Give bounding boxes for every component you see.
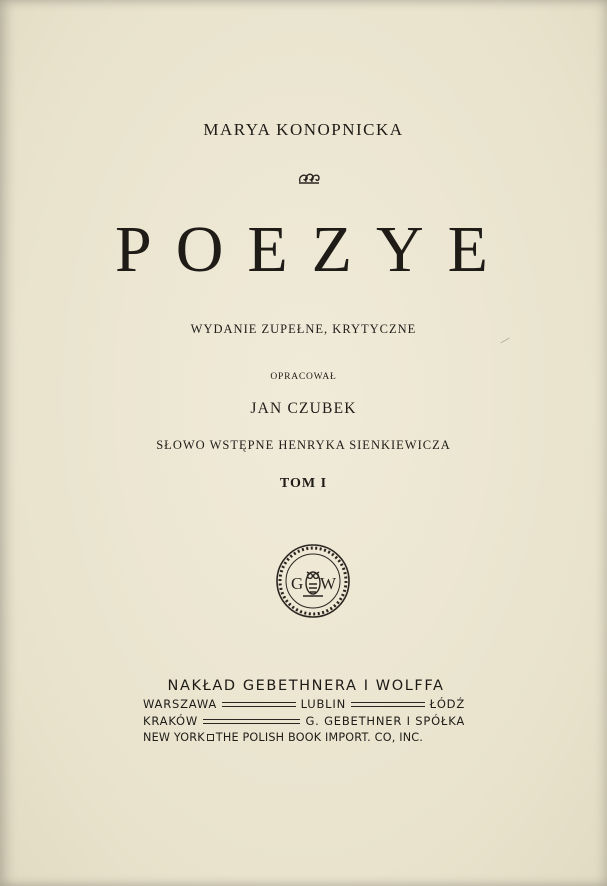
fleuron-icon <box>296 168 322 188</box>
prepared-by-label: OPRACOWAŁ <box>270 372 337 382</box>
paper-speck <box>500 338 509 344</box>
author-name: MARYA KONOPNICKA <box>203 120 404 139</box>
volume-label: TOM I <box>279 476 328 491</box>
publisher-new-york-branch: THE POLISH BOOK IMPORT. CO, INC. <box>215 731 424 744</box>
preface-line: SŁOWO WSTĘPNE HENRYKA SIENKIEWICZA <box>156 438 451 452</box>
city-new-york: NEW YORK <box>143 731 205 744</box>
double-rule <box>351 702 425 707</box>
publisher-krakow-branch: G. GEBETHNER I SPÓŁKA <box>305 714 465 728</box>
book-title: POEZYE <box>115 213 512 286</box>
publisher-owl-seal-icon <box>275 543 351 619</box>
svg-text:G: G <box>291 574 304 593</box>
double-rule <box>203 719 300 724</box>
publisher-cities-row-2 <box>143 714 465 728</box>
city-lublin: LUBLIN <box>300 697 346 711</box>
publisher-cities-row-1 <box>143 697 465 711</box>
edition-line: WYDANIE ZUPEŁNE, KRYTYCZNE <box>190 322 417 336</box>
svg-text:W: W <box>320 574 337 593</box>
city-krakow: KRAKÓW <box>143 714 199 728</box>
editor-name: JAN CZUBEK <box>250 400 357 417</box>
publisher-cities-row-3 <box>143 731 465 744</box>
double-rule <box>222 702 296 707</box>
city-lodz: ŁÓDŹ <box>429 697 466 711</box>
square-separator-icon <box>207 734 214 741</box>
city-warszawa: WARSZAWA <box>143 697 218 711</box>
publisher-name: NAKŁAD GEBETHNERA I WOLFFA <box>167 678 445 694</box>
